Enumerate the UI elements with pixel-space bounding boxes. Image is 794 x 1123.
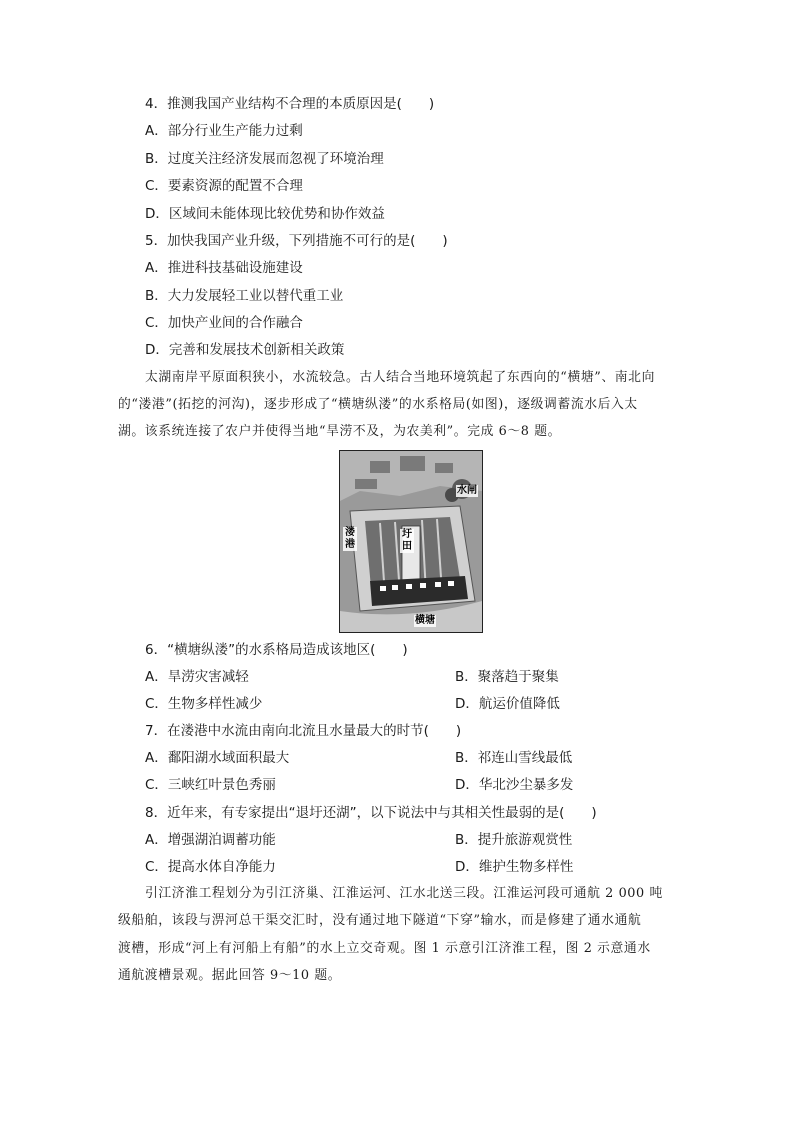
label-shuizha: 水闸	[457, 485, 477, 496]
q4-stem: 4．推测我国产业结构不合理的本质原因是( )	[145, 96, 435, 112]
q4-option-d: D．区域间未能体现比较优势和协作效益	[145, 206, 385, 222]
q6-option-d: D．航运价值降低	[455, 696, 560, 712]
q5-stem: 5．加快我国产业升级，下列措施不可行的是( )	[145, 233, 448, 249]
water-system-figure	[339, 450, 483, 633]
q6-option-a: A．旱涝灾害减轻	[145, 669, 249, 685]
q8-option-d: D．维护生物多样性	[455, 859, 574, 875]
q8-stem: 8．近年来，有专家提出“退圩还湖”，以下说法中与其相关性最弱的是( )	[145, 805, 597, 821]
q5-option-a: A．推进科技基础设施建设	[145, 260, 303, 276]
q7-option-a: A．鄱阳湖水域面积最大	[145, 750, 290, 766]
passage2-line4: 通航渡槽景观。据此回答 9～10 题。	[118, 968, 342, 983]
passage2-line2: 级船舶，该段与淠河总干渠交汇时，没有通过地下隧道“下穿”输水，而是修建了通水通航	[118, 913, 642, 928]
q6-option-b: B．聚落趋于聚集	[455, 669, 559, 685]
q4-option-a: A．部分行业生产能力过剩	[145, 123, 303, 139]
passage1-line3: 湖。该系统连接了农户并使得当地“旱涝不及，为农美利”。完成 6～8 题。	[118, 424, 562, 439]
q4-option-c: C．要素资源的配置不合理	[145, 178, 303, 194]
passage2-line3: 渡槽，形成“河上有河船上有船”的水上立交奇观。图 1 示意引江济淮工程，图 2 示意通水	[118, 941, 651, 956]
q7-option-c: C．三峡红叶景色秀丽	[145, 777, 276, 793]
label-yutian: 圩田	[402, 529, 412, 552]
q5-option-d: D．完善和发展技术创新相关政策	[145, 342, 345, 358]
label-hengtang: 横塘	[415, 615, 435, 626]
q8-option-a: A．增强湖泊调蓄功能	[145, 832, 276, 848]
q6-option-c: C．生物多样性减少	[145, 696, 263, 712]
q5-option-c: C．加快产业间的合作融合	[145, 315, 303, 331]
q7-option-b: B．祁连山雪线最低	[455, 750, 573, 766]
passage1-line1: 太湖南岸平原面积狭小，水流较急。古人结合当地环境筑起了东西向的“横塘”、南北向	[145, 370, 655, 385]
q8-option-c: C．提高水体自净能力	[145, 859, 276, 875]
label-lougang: 溇港	[345, 527, 355, 550]
q8-option-b: B．提升旅游观赏性	[455, 832, 573, 848]
q7-stem: 7．在溇港中水流由南向北流且水量最大的时节( )	[145, 723, 462, 739]
q4-option-b: B．过度关注经济发展而忽视了环境治理	[145, 151, 384, 167]
q7-option-d: D．华北沙尘暴多发	[455, 777, 574, 793]
passage2-line1: 引江济淮工程划分为引江济巢、江淮运河、江水北送三段。江淮运河段可通航 2 000 吨	[145, 886, 663, 901]
q6-stem: 6．“横塘纵溇”的水系格局造成该地区( )	[145, 642, 408, 658]
q5-option-b: B．大力发展轻工业以替代重工业	[145, 288, 344, 304]
passage1-line2: 的“溇港”(拓挖的河沟)，逐步形成了“横塘纵溇”的水系格局(如图)，逐级调蓄流水后入太	[118, 397, 638, 412]
